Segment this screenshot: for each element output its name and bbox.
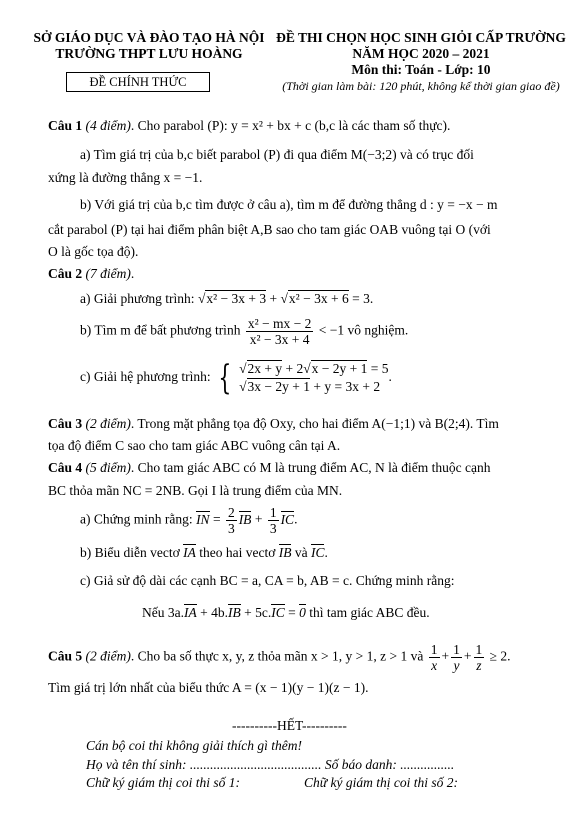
q4-a: a) Chứng minh rằng: IN = $\frac{2}{3}$ IB + $\frac{1}{3}$ IC. (80, 505, 298, 536)
q2-a-radicand-1: x² − 3x + 3 (206, 291, 267, 306)
q5-line2: Tìm giá trị lớn nhất của biểu thức A = (x − 1)(y − 1)(z − 1). (48, 680, 369, 695)
q1-points: (4 điểm) (85, 118, 131, 133)
q2-c-eq1-rhs: = 5 (370, 361, 389, 376)
vector-ic-2: IC (310, 545, 325, 560)
q2-points: (7 điểm) (85, 266, 131, 281)
q2-c-eq2-rhs: + y = 3x + 2 (313, 379, 381, 394)
q4-b: b) Biểu diễn vectơ IA theo hai vectơ IB và IC. (80, 545, 328, 560)
q4-c-condition (142, 605, 430, 621)
time-note: (Thời gian làm bài: 120 phút, không kể thời gian giao đề) (282, 79, 560, 93)
q5-frac-x-num: 1 (430, 642, 438, 657)
q2-a-prefix: a) Giải phương trình: (80, 291, 195, 306)
q2-b-suffix: < −1 vô nghiệm. (318, 322, 409, 338)
q4-a-frac2 (268, 505, 279, 536)
school-name: TRƯỜNG THPT LƯU HOÀNG (55, 46, 243, 61)
q4-title: Câu 4 (48, 460, 83, 475)
vector-ic-3: IC (271, 605, 285, 620)
q1-title: Câu 1 (48, 118, 83, 133)
official-badge: ĐỀ CHÍNH THỨC (66, 72, 210, 92)
q2-c-prefix: c) Giải hệ phương trình: (80, 369, 211, 385)
q2-title: Câu 2 (48, 266, 83, 281)
q2-b-fraction (246, 316, 314, 347)
q4-c-if: Nếu 3a. (142, 605, 184, 620)
candidate-info: Họ và tên thí sinh: ....................................... Số báo danh: ................ (86, 757, 455, 772)
header-exam (276, 30, 566, 94)
q4-b-and: và (294, 545, 308, 560)
q3-line1 (48, 416, 566, 432)
q2-c-eq1-rad1: 2x + y (247, 361, 283, 376)
q4-b-text2: theo hai vectơ (199, 545, 276, 560)
q5-frac-x-den: x (431, 658, 438, 673)
q2-heading: Câu 2 (7 điểm). (48, 266, 135, 281)
q4-text1: . Cho tam giác ABC có M là trung điểm AC, N là điểm thuộc cạnh (130, 460, 491, 475)
department-name: SỞ GIÁO DỤC VÀ ĐÀO TẠO HÀ NỘI (33, 30, 265, 45)
proctor-note: Cán bộ coi thi không giải thích gì thêm! (86, 738, 302, 753)
q4-c-eq: = (284, 605, 300, 620)
q5-frac-x (429, 642, 440, 673)
q4-c-end: thì tam giác ABC đều. (305, 605, 430, 620)
vector-ia: IA (183, 545, 196, 560)
q2-b-prefix: b) Tìm m để bất phương trình (80, 322, 241, 338)
vector-ic: IC (280, 511, 295, 527)
q2-a: a) Giải phương trình: √x² − 3x + 3 + √x² − 3x + 6 = 3. (80, 291, 374, 306)
q2-b (80, 316, 408, 347)
q2-a-rhs: = 3. (352, 291, 374, 306)
proctor-signature-2: Chữ ký giám thị coi thi số 2: (304, 775, 458, 790)
q3-text1: . Trong mặt phẳng tọa độ Oxy, cho hai điểm A(−1;1) và B(2;4). Tìm (130, 416, 499, 431)
q2-c-eq2: √3x − 2y + 1 + y = 3x + 2 (239, 379, 381, 394)
q5-frac-z-den: z (476, 658, 482, 673)
q4-c: c) Giả sử độ dài các cạnh BC = a, CA = b, AB = c. Chứng minh rằng: (80, 573, 455, 588)
q1-a-line2: xứng là đường thẳng x = −1. (48, 170, 203, 185)
q2-a-radicand-2: x² − 3x + 6 (288, 291, 349, 306)
zero-vector: 0 (299, 605, 306, 620)
system-brace: { (218, 358, 232, 398)
q5-frac-y (451, 642, 462, 673)
q5-title: Câu 5 (48, 648, 83, 664)
q5-frac-y-den: y (453, 658, 460, 673)
q4-a-prefix: a) Chứng minh rằng: (80, 511, 193, 527)
end-marker: ----------HẾT---------- (232, 718, 347, 733)
q2-c-system (239, 360, 388, 396)
q2-c: c) Giải hệ phương trình: { √2x + y + 2√x − 2y + 1 = 5 √3x − 2y + 1 + y = 3x + 2 . (80, 358, 392, 398)
q4-a-frac1 (226, 505, 237, 536)
q5-ineq: ≥ 2. (489, 648, 511, 664)
vector-in: IN (196, 511, 210, 527)
q2-c-eq1: √2x + y + 2√x − 2y + 1 = 5 (239, 361, 389, 376)
subject-line: Môn thi: Toán - Lớp: 10 (351, 62, 491, 77)
q4-c-mid2: + 5c. (240, 605, 272, 620)
q1-b-line2: cắt parabol (P) tại hai điểm phân biệt A,B sao cho tam giác OAB vuông tại O (với (48, 222, 491, 237)
q3-points: (2 điểm) (85, 416, 131, 431)
q4-b-text1: b) Biểu diễn vectơ (80, 545, 180, 560)
q3-line2: tọa độ điểm C sao cho tam giác ABC vuông cân tại A. (48, 438, 341, 453)
q2-c-eq2-rad: 3x − 2y + 1 (247, 379, 310, 394)
vector-ib-3: IB (227, 605, 241, 620)
q4-a-frac2-den: 3 (269, 521, 277, 536)
q1-b-line3: O là gốc tọa độ). (48, 244, 139, 259)
header-department (18, 30, 280, 62)
q4-c-mid1: + 4b. (196, 605, 228, 620)
q2-b-numerator: x² − mx − 2 (247, 316, 312, 331)
q5-frac-z (474, 642, 485, 673)
q3-title: Câu 3 (48, 416, 83, 431)
q5-frac-y-num: 1 (453, 642, 460, 657)
q1-intro-text: . Cho parabol (P): y = x² + bx + c (b,c là các tham số thực). (130, 118, 451, 133)
q5-line1: Câu 5 (2 điểm). Cho ba số thực x, y, z thỏa mãn x > 1, y > 1, z > 1 và $\frac{1}{x}$ + $\frac{1}{y}$ + $\frac{1}{z}$ ≥ 2. (48, 642, 511, 673)
q5-points: (2 điểm) (85, 648, 131, 664)
q2-c-eq1-rad2: x − 2y + 1 (311, 361, 368, 376)
q2-b-denominator: x² − 3x + 4 (249, 332, 310, 347)
q4-points: (5 điểm) (85, 460, 131, 475)
exam-title: ĐỀ THI CHỌN HỌC SINH GIỎI CẤP TRƯỜNG (276, 30, 566, 45)
q4-line1 (48, 460, 566, 476)
vector-ib-2: IB (278, 545, 292, 560)
q4-a-frac1-num: 2 (227, 505, 235, 520)
vector-ib: IB (238, 511, 252, 527)
q1-a-line1: a) Tìm giá trị của b,c biết parabol (P) đi qua điểm M(−3;2) và có trục đối (80, 147, 474, 162)
q4-a-frac1-den: 3 (227, 521, 235, 536)
school-year: NĂM HỌC 2020 – 2021 (352, 46, 490, 61)
q5-frac-z-num: 1 (475, 642, 483, 657)
q4-a-frac2-num: 1 (269, 505, 277, 520)
proctor-signature-1: Chữ ký giám thị coi thi số 1: (86, 775, 240, 790)
vector-ia-2: IA (183, 605, 197, 620)
q1-b-line1: b) Với giá trị của b,c tìm được ở câu a), tìm m để đường thẳng d : y = −x − m (80, 197, 498, 212)
q4-line2: BC thỏa mãn NC = 2NB. Gọi I là trung điểm của MN. (48, 483, 343, 498)
q1-intro (48, 118, 566, 134)
q5-text1: . Cho ba số thực x, y, z thỏa mãn x > 1, y > 1, z > 1 và (130, 648, 424, 664)
